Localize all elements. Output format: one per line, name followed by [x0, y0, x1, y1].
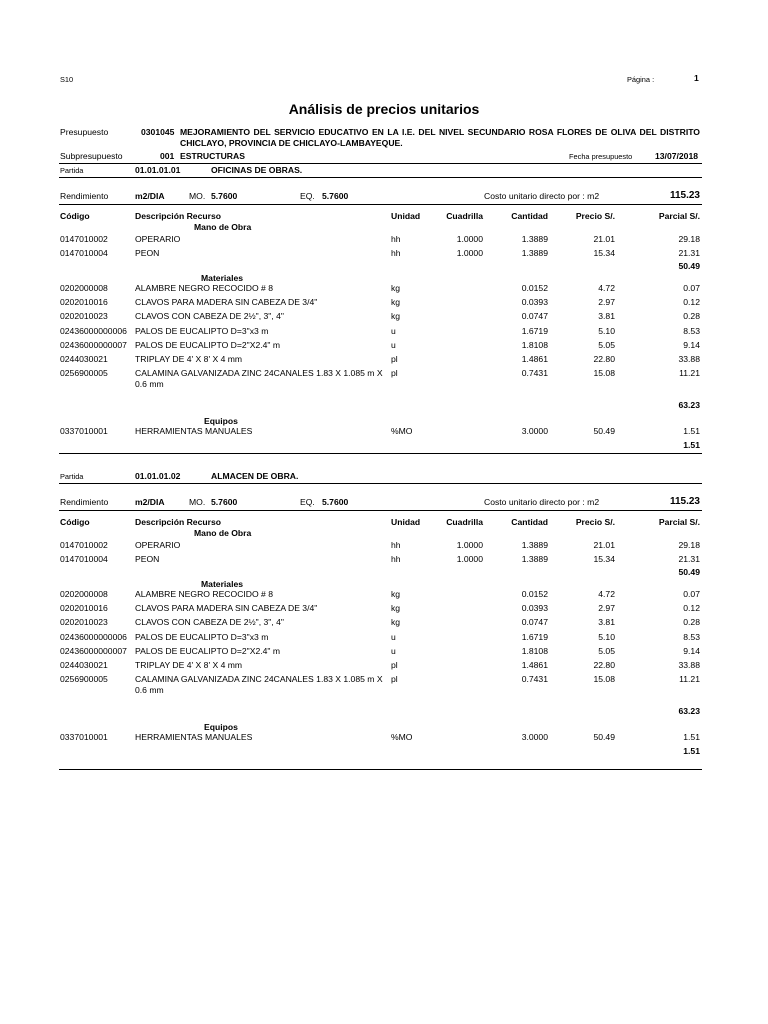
resource-code: 02436000000006	[60, 631, 127, 642]
resource-desc: OPERARIO	[135, 234, 181, 244]
section-divider	[59, 510, 702, 511]
resource-unit: u	[391, 645, 396, 656]
resource-desc: CLAVOS CON CABEZA DE 2½", 3", 4"	[135, 617, 284, 628]
resource-cantidad: 1.6719	[521, 325, 548, 336]
eq-value: 5.7600	[322, 497, 349, 507]
eq-label: EQ.	[300, 191, 315, 201]
resource-code: 0147010002	[60, 234, 108, 244]
resource-code: 0256900005	[60, 368, 108, 379]
resource-code: 0202010016	[60, 602, 108, 613]
resource-unit: u	[391, 325, 396, 336]
resource-desc: CLAVOS CON CABEZA DE 2½", 3", 4"	[135, 311, 284, 322]
resource-precio: 15.34	[593, 248, 615, 259]
resource-parcial: 0.28	[683, 617, 700, 628]
resource-desc: OPERARIO	[135, 540, 181, 550]
group-total-mano: 50.49	[678, 566, 700, 577]
resource-desc: PALOS DE EUCALIPTO D=3"x3 m	[135, 325, 269, 336]
resource-code: 0202000008	[60, 588, 108, 599]
resource-precio: 5.10	[598, 631, 615, 642]
rendimiento-unit: m2/DIA	[135, 497, 165, 507]
col-cuadrilla: Cuadrilla	[446, 517, 483, 527]
resource-cuadrilla: 1.0000	[456, 248, 483, 259]
resource-unit: pl	[391, 354, 398, 365]
resource-parcial: 8.53	[683, 325, 700, 336]
presupuesto-label: Presupuesto	[60, 127, 109, 137]
resource-parcial: 0.07	[683, 282, 700, 293]
resource-cantidad: 0.7431	[521, 368, 548, 379]
resource-parcial: 29.18	[678, 234, 700, 244]
resource-parcial: 8.53	[683, 631, 700, 642]
resource-unit: kg	[391, 296, 401, 307]
costo-total: 115.23	[669, 190, 700, 201]
resource-parcial: 21.31	[678, 248, 700, 259]
resource-precio: 5.10	[598, 325, 615, 336]
resource-unit: kg	[391, 282, 401, 293]
resource-parcial: 0.28	[683, 311, 700, 322]
resource-parcial: 29.18	[678, 540, 700, 550]
resource-desc: CLAVOS PARA MADERA SIN CABEZA DE 3/4"	[135, 296, 318, 307]
resource-desc-cont: 0.6 mm	[135, 379, 164, 390]
resource-precio: 50.49	[593, 425, 615, 436]
resource-desc: HERRAMIENTAS MANUALES	[135, 731, 253, 742]
resource-precio: 21.01	[593, 540, 615, 550]
costo-label: Costo unitario directo por : m2	[484, 497, 600, 507]
col-descripcion: Descripción Recurso	[135, 211, 221, 221]
resource-precio: 5.05	[598, 645, 615, 656]
partida-label: Partida	[60, 166, 84, 175]
group-title-materiales: Materiales	[201, 578, 244, 589]
resource-parcial: 0.12	[683, 296, 700, 307]
resource-parcial: 11.21	[679, 368, 700, 379]
resource-cantidad: 0.0152	[521, 282, 548, 293]
resource-precio: 4.72	[598, 588, 615, 599]
group-title-materiales: Materiales	[201, 272, 244, 283]
section-divider	[59, 177, 702, 178]
resource-precio: 3.81	[598, 311, 615, 322]
col-precio: Precio S/.	[575, 517, 615, 527]
fecha-label: Fecha presupuesto	[569, 152, 633, 161]
page-number: 1	[694, 73, 699, 83]
group-total-equipos: 1.51	[683, 440, 700, 450]
fecha-value: 13/07/2018	[655, 151, 699, 161]
partida-code: 01.01.01.01	[135, 165, 181, 175]
resource-precio: 3.81	[598, 617, 615, 628]
mo-value: 5.7600	[211, 497, 238, 507]
resource-parcial: 1.51	[683, 425, 700, 436]
presupuesto-text-line1: MEJORAMIENTO DEL SERVICIO EDUCATIVO EN LA I.E. DEL NIVEL SECUNDARIO ROSA FLORES DE OLIVA DEL DISTRITO	[180, 127, 700, 137]
resource-cuadrilla: 1.0000	[456, 540, 483, 550]
resource-precio: 22.80	[593, 660, 615, 671]
resource-unit: u	[391, 631, 396, 642]
col-parcial: Parcial S/.	[658, 517, 700, 527]
resource-desc: CALAMINA GALVANIZADA ZINC 24CANALES 1.83 X 1.085 m X	[135, 674, 383, 685]
resource-parcial: 0.07	[683, 588, 700, 599]
section-divider	[59, 204, 702, 205]
resource-cantidad: 0.0393	[521, 296, 548, 307]
rendimiento-label: Rendimiento	[60, 497, 109, 507]
resource-precio: 21.01	[593, 234, 615, 244]
resource-cantidad: 1.4861	[521, 660, 548, 671]
resource-cantidad: 0.0747	[521, 311, 548, 322]
group-title-equipos: Equipos	[204, 721, 238, 732]
col-codigo: Código	[60, 211, 90, 221]
resource-code: 0147010002	[60, 540, 108, 550]
resource-parcial: 21.31	[678, 554, 700, 565]
resource-desc: CLAVOS PARA MADERA SIN CABEZA DE 3/4"	[135, 602, 318, 613]
resource-desc: PEON	[135, 554, 160, 565]
page-label: Página :	[627, 75, 655, 84]
col-cantidad: Cantidad	[511, 211, 548, 221]
costo-total: 115.23	[669, 496, 700, 507]
resource-code: 0202010023	[60, 311, 108, 322]
partida-code: 01.01.01.02	[135, 471, 181, 481]
page-title: Análisis de precios unitarios	[288, 101, 480, 117]
resource-parcial: 9.14	[683, 339, 700, 350]
resource-code: 0202010016	[60, 296, 108, 307]
group-total-materiales: 63.23	[678, 399, 700, 410]
resource-cantidad: 1.3889	[521, 248, 548, 259]
mo-label: MO.	[189, 497, 206, 507]
col-parcial: Parcial S/.	[658, 211, 700, 221]
partida-name: ALMACEN DE OBRA.	[211, 471, 299, 481]
resource-cantidad: 0.0747	[521, 617, 548, 628]
rendimiento-unit: m2/DIA	[135, 191, 165, 201]
resource-unit: hh	[391, 248, 401, 259]
eq-value: 5.7600	[322, 191, 349, 201]
resource-desc-cont: 0.6 mm	[135, 685, 164, 696]
resource-cantidad: 1.3889	[521, 234, 548, 244]
subpresupuesto-code: 001	[160, 151, 175, 161]
rendimiento-label: Rendimiento	[60, 191, 109, 201]
resource-desc: TRIPLAY DE 4' X 8' X 4 mm	[135, 354, 243, 365]
resource-cantidad: 1.8108	[521, 645, 548, 656]
resource-unit: u	[391, 339, 396, 350]
resource-cantidad: 1.3889	[521, 540, 548, 550]
presupuesto-code: 0301045	[141, 127, 175, 137]
resource-unit: hh	[391, 554, 401, 565]
mo-label: MO.	[189, 191, 206, 201]
col-unidad: Unidad	[391, 517, 421, 527]
resource-code: 0337010001	[60, 731, 108, 742]
mo-value: 5.7600	[211, 191, 238, 201]
resource-unit: hh	[391, 540, 401, 550]
resource-cantidad: 0.0393	[521, 602, 548, 613]
resource-precio: 2.97	[598, 296, 615, 307]
resource-code: 02436000000007	[60, 645, 127, 656]
resource-parcial: 11.21	[679, 674, 700, 685]
resource-code: 0244030021	[60, 354, 108, 365]
resource-desc: PALOS DE EUCALIPTO D=2"X2.4" m	[135, 645, 281, 656]
resource-cuadrilla: 1.0000	[456, 234, 483, 244]
resource-cantidad: 0.7431	[521, 674, 548, 685]
resource-precio: 22.80	[593, 354, 615, 365]
subpresupuesto-label: Subpresupuesto	[60, 151, 123, 161]
resource-precio: 4.72	[598, 282, 615, 293]
col-descripcion: Descripción Recurso	[135, 517, 221, 527]
resource-code: 0337010001	[60, 425, 108, 436]
resource-unit: %MO	[391, 425, 413, 436]
resource-code: 0202010023	[60, 617, 108, 628]
resource-cantidad: 3.0000	[521, 425, 548, 436]
resource-code: 0202000008	[60, 282, 108, 293]
resource-code: 02436000000007	[60, 339, 127, 350]
col-precio: Precio S/.	[575, 211, 615, 221]
resource-unit: hh	[391, 234, 401, 244]
header-divider	[59, 163, 702, 164]
resource-parcial: 0.12	[683, 602, 700, 613]
resource-desc: ALAMBRE NEGRO RECOCIDO # 8	[135, 588, 274, 599]
resource-precio: 2.97	[598, 602, 615, 613]
resource-code: 0244030021	[60, 660, 108, 671]
resource-parcial: 33.88	[678, 354, 700, 365]
col-unidad: Unidad	[391, 211, 421, 221]
section-divider	[59, 453, 702, 454]
resource-desc: TRIPLAY DE 4' X 8' X 4 mm	[135, 660, 243, 671]
resource-desc: PALOS DE EUCALIPTO D=2"X2.4" m	[135, 339, 281, 350]
resource-cantidad: 1.8108	[521, 339, 548, 350]
eq-label: EQ.	[300, 497, 315, 507]
resource-unit: pl	[391, 368, 398, 379]
resource-cantidad: 1.3889	[521, 554, 548, 565]
resource-code: 0256900005	[60, 674, 108, 685]
group-total-mano: 50.49	[678, 260, 700, 271]
presupuesto-text-line2: CHICLAYO, PROVINCIA DE CHICLAYO-LAMBAYEQUE.	[180, 138, 403, 148]
resource-desc: CALAMINA GALVANIZADA ZINC 24CANALES 1.83 X 1.085 m X	[135, 368, 383, 379]
resource-unit: pl	[391, 674, 398, 685]
group-title-mano: Mano de Obra	[194, 528, 252, 538]
resource-parcial: 1.51	[683, 731, 700, 742]
resource-unit: kg	[391, 617, 401, 628]
footer-divider	[59, 769, 702, 770]
col-cantidad: Cantidad	[511, 517, 548, 527]
group-title-equipos: Equipos	[204, 415, 238, 426]
col-codigo: Código	[60, 517, 90, 527]
resource-desc: PEON	[135, 248, 160, 259]
resource-unit: %MO	[391, 731, 413, 742]
resource-precio: 5.05	[598, 339, 615, 350]
resource-desc: PALOS DE EUCALIPTO D=3"x3 m	[135, 631, 269, 642]
report-code: S10	[60, 75, 74, 84]
resource-cantidad: 3.0000	[521, 731, 548, 742]
resource-desc: ALAMBRE NEGRO RECOCIDO # 8	[135, 282, 274, 293]
subpresupuesto-name: ESTRUCTURAS	[180, 151, 245, 161]
resource-unit: kg	[391, 602, 401, 613]
group-total-materiales: 63.23	[678, 705, 700, 716]
partida-label: Partida	[60, 472, 84, 481]
partida-name: OFICINAS DE OBRAS.	[211, 165, 303, 175]
group-total-equipos: 1.51	[683, 746, 700, 756]
resource-cuadrilla: 1.0000	[456, 554, 483, 565]
resource-parcial: 9.14	[683, 645, 700, 656]
resource-precio: 50.49	[593, 731, 615, 742]
resource-precio: 15.08	[593, 674, 615, 685]
costo-label: Costo unitario directo por : m2	[484, 191, 600, 201]
resource-code: 0147010004	[60, 248, 108, 259]
resource-cantidad: 0.0152	[521, 588, 548, 599]
resource-unit: pl	[391, 660, 398, 671]
resource-desc: HERRAMIENTAS MANUALES	[135, 425, 253, 436]
resource-parcial: 33.88	[678, 660, 700, 671]
section-divider	[59, 483, 702, 484]
resource-precio: 15.08	[593, 368, 615, 379]
resource-code: 0147010004	[60, 554, 108, 565]
resource-code: 02436000000006	[60, 325, 127, 336]
resource-precio: 15.34	[593, 554, 615, 565]
resource-cantidad: 1.6719	[521, 631, 548, 642]
col-cuadrilla: Cuadrilla	[446, 211, 483, 221]
resource-cantidad: 1.4861	[521, 354, 548, 365]
resource-unit: kg	[391, 588, 401, 599]
resource-unit: kg	[391, 311, 401, 322]
group-title-mano: Mano de Obra	[194, 222, 252, 232]
